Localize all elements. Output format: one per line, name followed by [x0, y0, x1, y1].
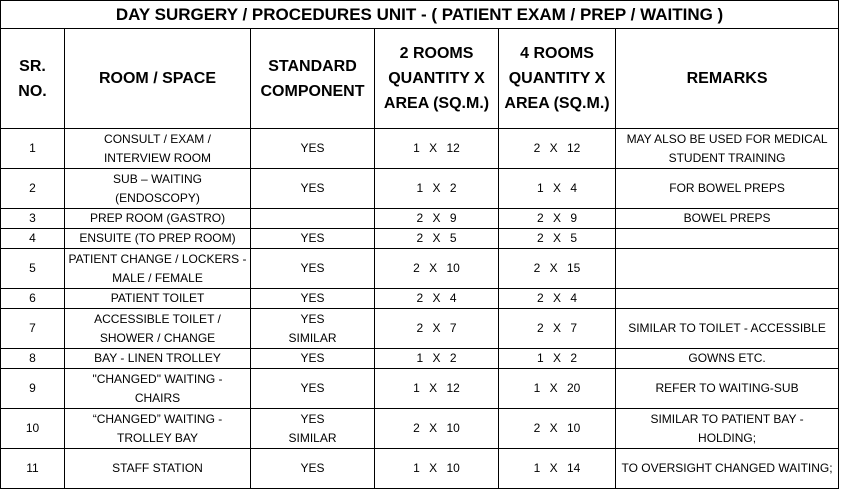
- cell-remarks: SIMILAR TO TOILET - ACCESSIBLE: [616, 309, 839, 349]
- cell-2-rooms: 1 X 2: [375, 349, 499, 369]
- cell-remarks: GOWNS ETC.: [616, 349, 839, 369]
- cell-4-rooms: 1 X 4: [499, 169, 616, 209]
- cell-sr: 3: [1, 209, 65, 229]
- table-row: [1, 369, 839, 409]
- cell-2-rooms: 2 X 9: [375, 209, 499, 229]
- table-row: [1, 349, 839, 369]
- cell-sr: 6: [1, 289, 65, 309]
- table-row: [1, 169, 839, 209]
- cell-room: BAY - LINEN TROLLEY: [65, 349, 251, 369]
- cell-2-rooms: 2 X 10: [375, 409, 499, 449]
- cell-4-rooms: 2 X 15: [499, 249, 616, 289]
- table-row: [1, 289, 839, 309]
- cell-standard: YES: [251, 369, 375, 409]
- header-sr-no: SR. NO.: [1, 29, 65, 129]
- table-row: [1, 309, 839, 349]
- cell-4-rooms: 2 X 9: [499, 209, 616, 229]
- cell-4-rooms: 1 X 14: [499, 449, 616, 489]
- cell-standard: YES: [251, 349, 375, 369]
- cell-sr: 7: [1, 309, 65, 349]
- cell-standard: YES: [251, 449, 375, 489]
- cell-4-rooms: 1 X 20: [499, 369, 616, 409]
- cell-4-rooms: 2 X 12: [499, 129, 616, 169]
- cell-room: "CHANGED" WAITING - CHAIRS: [65, 369, 251, 409]
- cell-remarks: SIMILAR TO PATIENT BAY - HOLDING;: [616, 409, 839, 449]
- cell-room: SUB – WAITING (ENDOSCOPY): [65, 169, 251, 209]
- cell-4-rooms: 2 X 7: [499, 309, 616, 349]
- cell-4-rooms: 2 X 10: [499, 409, 616, 449]
- cell-remarks: BOWEL PREPS: [616, 209, 839, 229]
- table-row: [1, 229, 839, 249]
- cell-standard: YES: [251, 249, 375, 289]
- header-standard-component: STANDARD COMPONENT: [251, 29, 375, 129]
- cell-room: ENSUITE (TO PREP ROOM): [65, 229, 251, 249]
- cell-room: ACCESSIBLE TOILET / SHOWER / CHANGE: [65, 309, 251, 349]
- cell-remarks: REFER TO WAITING-SUB: [616, 369, 839, 409]
- cell-remarks: [616, 289, 839, 309]
- table-title: DAY SURGERY / PROCEDURES UNIT - ( PATIENT EXAM / PREP / WAITING ): [1, 1, 839, 29]
- cell-4-rooms: 1 X 2: [499, 349, 616, 369]
- cell-standard: YES SIMILAR: [251, 409, 375, 449]
- header-remarks: REMARKS: [616, 29, 839, 129]
- cell-2-rooms: 2 X 4: [375, 289, 499, 309]
- cell-2-rooms: 2 X 5: [375, 229, 499, 249]
- cell-2-rooms: 1 X 10: [375, 449, 499, 489]
- table-row: [1, 449, 839, 489]
- cell-standard: YES: [251, 129, 375, 169]
- table-row: [1, 209, 839, 229]
- cell-4-rooms: 2 X 5: [499, 229, 616, 249]
- header-2-rooms: 2 ROOMS QUANTITY X AREA (SQ.M.): [375, 29, 499, 129]
- header-room-space: ROOM / SPACE: [65, 29, 251, 129]
- cell-sr: 1: [1, 129, 65, 169]
- cell-2-rooms: 1 X 12: [375, 369, 499, 409]
- cell-2-rooms: 2 X 7: [375, 309, 499, 349]
- cell-remarks: [616, 229, 839, 249]
- cell-remarks: [616, 249, 839, 289]
- cell-standard: YES SIMILAR: [251, 309, 375, 349]
- cell-2-rooms: 1 X 2: [375, 169, 499, 209]
- cell-remarks: MAY ALSO BE USED FOR MEDICAL STUDENT TRAINING: [616, 129, 839, 169]
- cell-sr: 4: [1, 229, 65, 249]
- cell-remarks: TO OVERSIGHT CHANGED WAITING;: [616, 449, 839, 489]
- cell-room: STAFF STATION: [65, 449, 251, 489]
- cell-4-rooms: 2 X 4: [499, 289, 616, 309]
- cell-2-rooms: 1 X 12: [375, 129, 499, 169]
- cell-sr: 11: [1, 449, 65, 489]
- cell-sr: 10: [1, 409, 65, 449]
- table-row: [1, 129, 839, 169]
- header-row: [1, 29, 839, 129]
- cell-remarks: FOR BOWEL PREPS: [616, 169, 839, 209]
- cell-standard: YES: [251, 229, 375, 249]
- header-4-rooms: 4 ROOMS QUANTITY X AREA (SQ.M.): [499, 29, 616, 129]
- table-row: [1, 249, 839, 289]
- cell-standard: [251, 209, 375, 229]
- cell-sr: 5: [1, 249, 65, 289]
- cell-room: CONSULT / EXAM / INTERVIEW ROOM: [65, 129, 251, 169]
- cell-2-rooms: 2 X 10: [375, 249, 499, 289]
- cell-room: PATIENT CHANGE / LOCKERS - MALE / FEMALE: [65, 249, 251, 289]
- cell-room: “CHANGED” WAITING - TROLLEY BAY: [65, 409, 251, 449]
- cell-standard: YES: [251, 289, 375, 309]
- cell-room: PATIENT TOILET: [65, 289, 251, 309]
- cell-sr: 8: [1, 349, 65, 369]
- cell-sr: 2: [1, 169, 65, 209]
- cell-sr: 9: [1, 369, 65, 409]
- cell-room: PREP ROOM (GASTRO): [65, 209, 251, 229]
- cell-standard: YES: [251, 169, 375, 209]
- table-row: [1, 409, 839, 449]
